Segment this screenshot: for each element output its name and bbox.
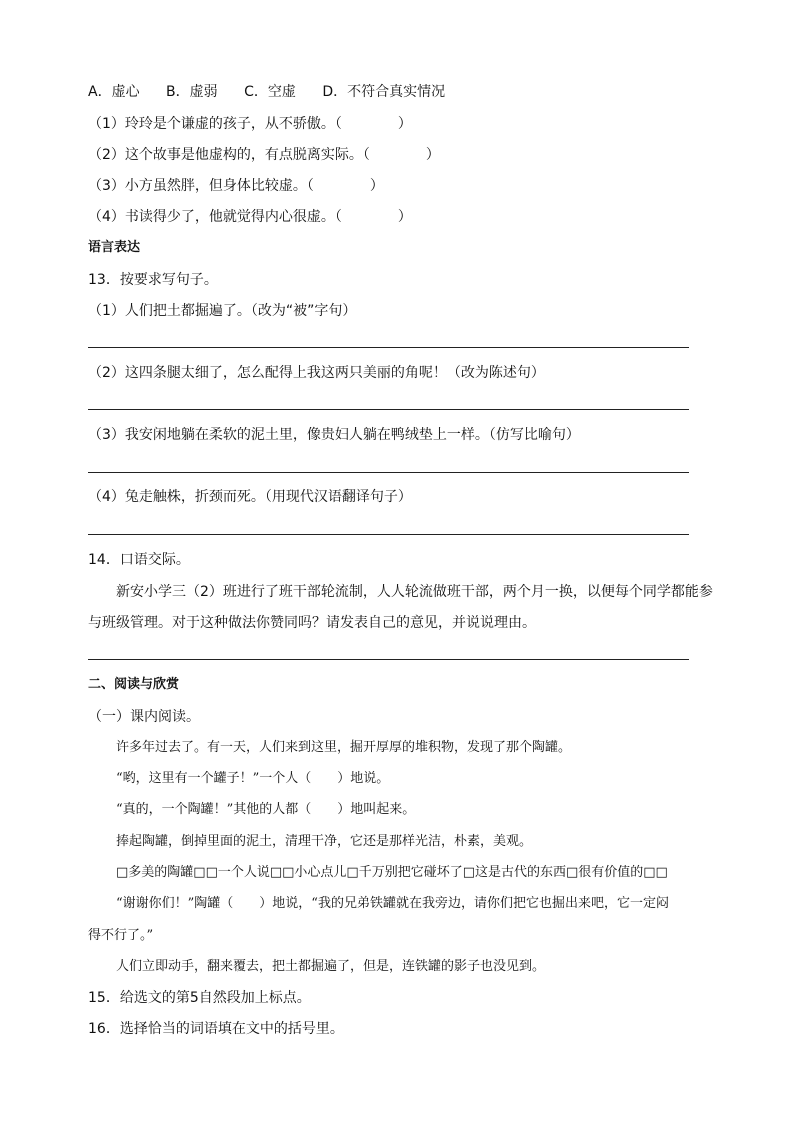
passage-paragraph-4: 捧起陶罐，倒掉里面的泥土，清理干净，它还是那样光洁，朴素，美观。 (116, 834, 533, 849)
q12-item-2: （2）这个故事是他虚构的，有点脱离实际。（ ） (88, 147, 440, 163)
passage-paragraph-6-line-2: 得不行了。” (88, 928, 154, 943)
answer-line-1[interactable] (88, 347, 689, 348)
option-c: C．空虚 (244, 84, 296, 100)
q12-item-4: （4）书读得少了，他就觉得内心很虚。（ ） (88, 209, 412, 225)
subsection-heading: （一）课内阅读。 (88, 709, 200, 725)
passage-paragraph-2: “哟，这里有一个罐子！”一个人（ ）地说。 (116, 771, 390, 786)
q15-text: 15．给选文的第5自然段加上标点。 (88, 990, 311, 1006)
q13-item-3: （3）我安闲地躺在柔软的泥土里，像贵妇人躺在鸭绒垫上一样。（仿写比喻句） (88, 427, 580, 443)
passage-paragraph-3: “真的，一个陶罐！”其他的人都（ ）地叫起来。 (116, 802, 416, 817)
q13-title: 13．按要求写句子。 (88, 272, 218, 288)
q16-text: 16．选择恰当的词语填在文中的括号里。 (88, 1021, 344, 1037)
q13-item-2: （2）这四条腿太细了，怎么配得上我这两只美丽的角呢！（改为陈述句） (88, 365, 545, 381)
q14-title: 14．口语交际。 (88, 552, 190, 568)
answer-line-2[interactable] (88, 409, 689, 410)
answer-line-5[interactable] (88, 659, 689, 660)
passage-paragraph-1: 许多年过去了。有一天，人们来到这里，掘开厚厚的堆积物，发现了那个陶罐。 (116, 740, 572, 755)
option-b: B．虚弱 (166, 84, 218, 100)
answer-line-3[interactable] (88, 472, 689, 473)
passage-paragraph-5: □多美的陶罐□□一个人说□□小心点儿□千万别把它碰坏了□这是古代的东西□很有价值的□□ (116, 865, 668, 880)
passage-paragraph-6-line-1: “谢谢你们！”陶罐（ ）地说，“我的兄弟铁罐就在我旁边，请你们把它也掘出来吧，它一定闷 (116, 896, 669, 911)
option-d: D．不符合真实情况 (322, 84, 446, 100)
passage-paragraph-7: 人们立即动手，翻来覆去，把土都掘遍了，但是，连铁罐的影子也没见到。 (116, 959, 546, 974)
q14-paragraph-line-1: 新安小学三（2）班进行了班干部轮流制，人人轮流做班干部，两个月一换，以便每个同学都能参 (116, 584, 713, 600)
q13-item-4: （4）兔走触株，折颈而死。（用现代汉语翻译句子） (88, 489, 412, 505)
section-heading-language: 语言表达 (88, 240, 141, 255)
option-a: A．虚心 (88, 84, 140, 100)
answer-line-4[interactable] (88, 534, 689, 535)
q12-item-3: （3）小方虽然胖，但身体比较虚。（ ） (88, 178, 384, 194)
q13-item-1: （1）人们把土都掘遍了。（改为“被”字句） (88, 303, 357, 319)
q14-paragraph-line-2: 与班级管理。对于这种做法你赞同吗？请发表自己的意见，并说说理由。 (88, 615, 536, 631)
options-row (88, 82, 467, 102)
q12-item-1: （1）玲玲是个谦虚的孩子，从不骄傲。（ ） (88, 116, 412, 132)
section-heading-reading: 二、阅读与欣赏 (88, 677, 180, 692)
